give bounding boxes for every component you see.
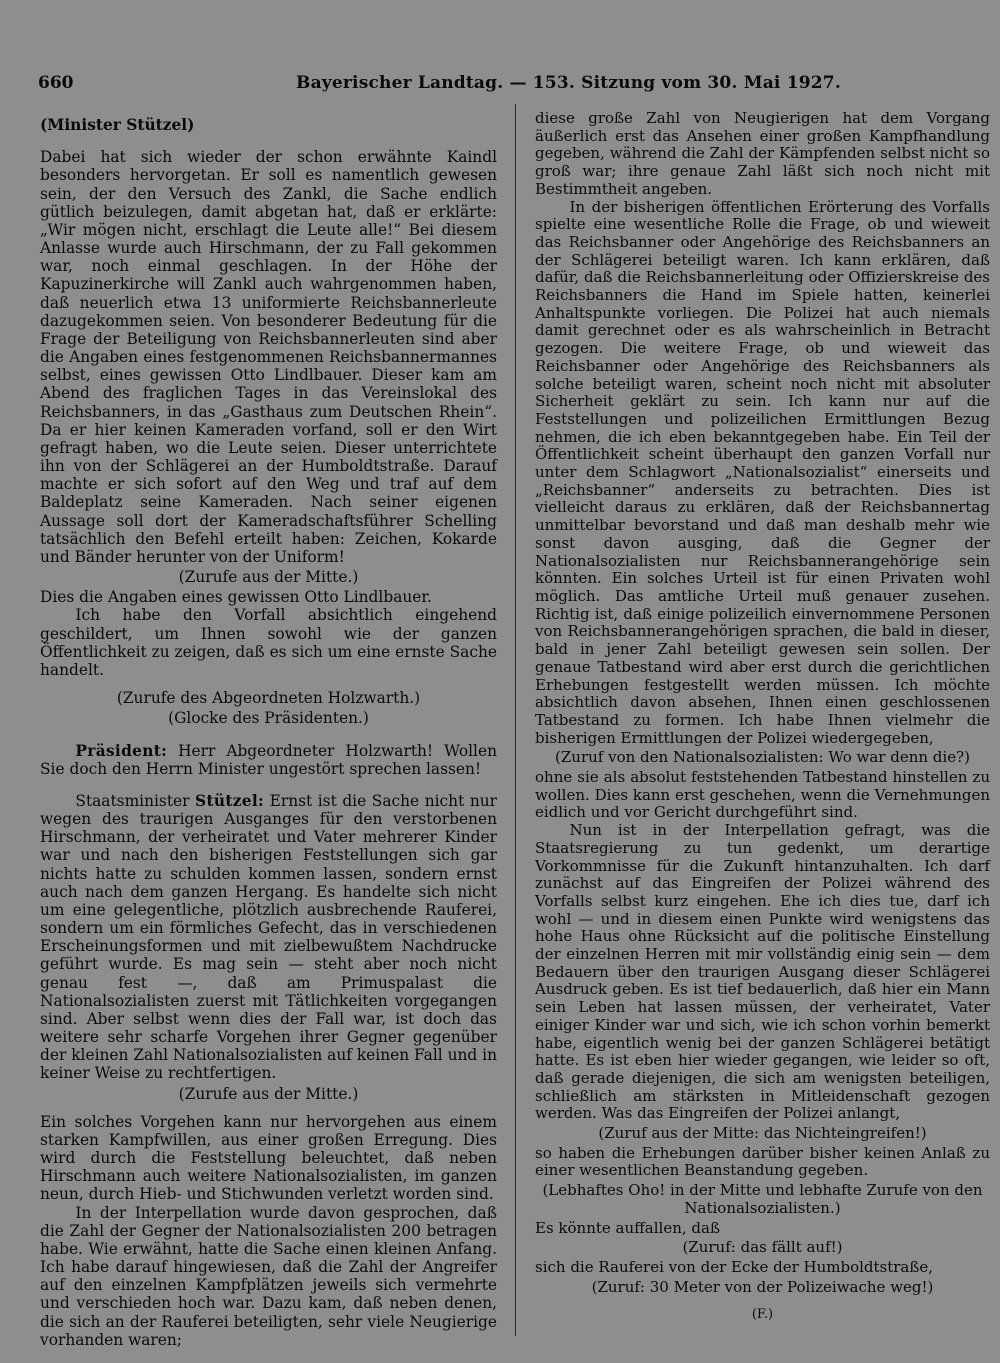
paragraph: Ich habe den Vorfall absichtlich eingehend geschildert, um Ihnen sowohl wie der ganzen Öffentlichkeit zu zeigen, daß es sich um eine ernste Sache handelt. (40, 606, 497, 679)
interjection: (Zuruf: das fällt auf!) (682, 1238, 843, 1257)
paragraph: sich die Rauferei von der Ecke der Humboldtstraße, (535, 1258, 934, 1276)
speaker-paragraph (40, 792, 497, 1083)
paragraph: Nun ist in der Interpellation gefragt, was die Staatsregierung zu tun gedenkt, um derartige Vorkommnisse für die Zukunft hintanzuhalten. Ich darf zunächst auf das Eingreifen der Polizei während des Vorfalls selbst kurz eingehen. Ehe ich dies tue, darf ich wohl — und in diesem einen Punkte wird wenigstens das hohe Haus ohne Rücksicht auf die politische Einstellung der einzelnen Herren mit mir vollständig einig sein — dem Bedauern über den traurigen Ausgang dieser Schlägerei Ausdruck geben. Es ist tief bedauerlich, daß hier ein Mann sein Leben hat lassen müssen, der verheiratet, Vater einiger Kinder war und sich, wie ich schon vorhin bemerkt habe, eigentlich wenig bei der ganzen Schlägerei betätigt hatte. Es ist eben hier wieder gegangen, wie leider so oft, daß gerade diejenigen, die sich am wenigsten beteiligen, schließlich am stärksten in Mitleidenschaft gezogen werden. Was das Eingreifen der Polizei anlangt, (535, 821, 990, 1123)
page-header (38, 70, 998, 96)
speaker-tag: (Minister Stützel) (40, 116, 195, 134)
speaker-text: Herr Abgeordneter Holzwarth! Wollen Sie doch den Herrn Minister ungestört sprechen lassen! (40, 741, 497, 778)
paragraph: Dabei hat sich wieder der schon erwähnte Kaindl besonders hervorgetan. Er soll es namentlich gewesen sein, der den Versuch des Zankl, die Sache endlich gütlich beizulegen, damit abgetan hat, daß er erklärte: „Wir mögen nicht, erschlagt die Leute alle!“ Bei diesem Anlasse wurde auch Hirschmann, der zu Fall gekommen war, noch einmal geschlagen. In der Höhe der Kapuzinerkirche will Zankl auch wahrgenommen haben, daß neuerlich etwa 13 uniformierte Reichsbannerleute dazugekommen seien. Von besonderer Bedeutung für die Frage der Beteiligung von Reichsbannerleuten sind aber die Angaben eines festgenommenen Reichsbannermannes selbst, eines gewissen Otto Lindlbauer. Dieser kam am Abend des fraglichen Tages in das Vereinslokal des Reichsbanners, in das „Gasthaus zum Deutschen Rhein“. Da er hier keinen Kameraden vorfand, soll er den Wirt gefragt haben, wo die Leute seien. Dieser unterrichtete ihn von der Schlägerei an der Humboldtstraße. Darauf machte er sich sofort auf den Weg und traf auf dem Baldeplatz seine Kameraden. Nach seiner eigenen Aussage soll dort der Kameradschaftsführer Schelling tatsächlich den Befehl erteilt haben: Zeichen, Kokarde und Bänder herunter von der Uniform! (40, 148, 497, 566)
interjection: (Zuruf aus der Mitte: das Nichteingreifen!) (598, 1124, 927, 1143)
interjection: (Zurufe aus der Mitte.) (178, 1084, 359, 1103)
interjection: (Lebhaftes Oho! in der Mitte und lebhafte Zurufe von den Nationalsozialisten.) (542, 1181, 983, 1217)
speaker-name: Stützel: (195, 791, 265, 810)
paragraph: In der bisherigen öffentlichen Erörterung des Vorfalls spielte eine wesentliche Rolle die Frage, ob und wieweit das Reichsbanner oder Angehörige des Reichsbanners an der Schlägerei beteiligt waren. Ich kann erklären, daß dafür, daß die Reichsbannerleitung oder Offizierskreise des Reichsbanners die Hand im Spiele hatten, keinerlei Anhaltspunkte vorliegen. Die Polizei hat auch niemals damit gerechnet oder es als wahrscheinlich in Betracht gezogen. Die weitere Frage, ob und wieweit das Reichsbanner oder Angehörige des Reichsbanners als solche beteiligt waren, scheint noch nicht mit absoluter Sicherheit geklärt zu sein. Ich kann nur auf die Feststellungen und polizeilichen Ermittlungen Bezug nehmen, die ich eben bekanntgegeben habe. Ein Teil der Öffentlichkeit scheint überhaupt den ganzen Vorfall nur unter dem Schlagwort „Nationalsozialist“ einerseits und „Reichsbanner“ anderseits zu betrachten. Dies ist vielleicht daraus zu erklären, daß der Reichsbannertag unmittelbar bevorstand und daß man deshalb mehr wie sonst davon ausging, daß die Gegner der Nationalsozialisten nur Reichsbannerangehörige sein könnten. Ein solches Urteil ist für einen Privaten wohl möglich. Das amtliche Urteil muß genauer zusehen. Richtig ist, daß einige polizeilich einvernommene Personen von Reichsbannerangehörigen sprachen, die bald in dieser, bald in jener Zahl beteiligt gewesen sein sollen. Der genaue Tatbestand wird aber erst durch die gerichtlichen Erhebungen festgestellt werden müssen. Ich möchte absichtlich davon absehen, Ihnen einen geschlossenen Tatbestand zu formen. Ich habe Ihnen vielmehr die bisherigen Ermittlungen der Polizei wiedergegeben, (535, 197, 990, 747)
paragraph: Es könnte auffallen, daß (535, 1218, 720, 1237)
left-column (40, 110, 497, 1349)
speaker-title: Staatsminister (75, 791, 190, 810)
speaker-paragraph (40, 742, 497, 778)
interjection: (Zurufe aus der Mitte.) (178, 568, 359, 587)
paragraph: Dies die Angaben eines gewissen Otto Lindlbauer. (40, 588, 432, 607)
interjection: (Zuruf von den Nationalsozialisten: Wo war denn die?) (555, 748, 970, 767)
column-divider (515, 104, 516, 1336)
paragraph: so haben die Erhebungen darüber bisher keinen Anlaß zu einer wesentlichen Beanstandung gegeben. (535, 1143, 990, 1180)
page-number: 660 (38, 73, 74, 93)
interjection: (Zuruf: 30 Meter von der Polizeiwache weg!) (591, 1277, 934, 1296)
paragraph: In der Interpellation wurde davon gesprochen, daß die Zahl der Gegner der Nationalsozialisten 200 betragen habe. Wie erwähnt, hatte die Sache einen kleinen Anfang. Ich habe darauf hingewiesen, daß die Zahl der Angreifer auf den einzelnen Kampfplätzen jeweils sich vermehrte und verschieden hoch war. Dazu kam, daß neben denen, die sich an der Rauferei beteiligten, sehr viele Neugierige vorhanden waren; (40, 1203, 497, 1349)
paragraph: ohne sie als absolut feststehenden Tatbestand hinstellen zu wollen. Dies kann erst geschehen, wenn die Vernehmungen eidlich und vor Gericht durchgeführt sind. (535, 768, 990, 822)
paragraph: Ein solches Vorgehen kann nur hervorgehen aus einem starken Kampfwillen, aus einer großen Erregung. Dies wird durch die Feststellung beleuchtet, daß neben Hirschmann auch weitere Nationalsozialisten, im ganzen neun, durch Hieb- und Stichwunden verletzt worden sind. (40, 1112, 497, 1204)
speaker-name: Präsident: (75, 741, 168, 760)
interjection: (Zurufe des Abgeordneten Holzwarth.) (116, 689, 421, 708)
interjection: (Glocke des Präsidenten.) (168, 709, 369, 728)
paragraph: diese große Zahl von Neugierigen hat dem Vorgang äußerlich erst das Ansehen einer großen Kampfhandlung gegeben, während die Zahl der Kämpfenden selbst nicht so groß war; ihre genaue Zahl läßt sich noch nicht mit Bestimmtheit angeben. (535, 109, 990, 198)
speaker-text: Ernst ist die Sache nicht nur wegen des traurigen Ausganges für den verstorbenen Hirschmann, der verheiratet und Vater mehrerer Kinder war und nach den bisherigen Feststellungen sich gar nichts hatte zu schulden kommen lassen, sondern ernst auch nach dem ganzen Hergang. Es handelte sich nicht um eine gelegentliche, plötzlich ausbrechende Rauferei, sondern um ein förmliches Gefecht, das in verschiedenen Erscheinungsformen und mit zielbewußtem Nachdrucke geführt wurde. Es mag sein — steht aber noch nicht genau fest —, daß am Primuspalast die Nationalsozialisten zuerst mit Tätlichkeiten vorgegangen sind. Aber selbst wenn dies der Fall war, ist doch das weitere sehr scharfe Vorgehen ihrer Gegner gegenüber der kleinen Zahl Nationalsozialisten auf keinen Fall und in keiner Weise zu rechtfertigen. (40, 791, 497, 1083)
right-column (535, 110, 990, 1324)
footer-mark: (F.) (751, 1307, 774, 1323)
running-head: Bayerischer Landtag. — 153. Sitzung vom 30. Mai 1927. (296, 73, 841, 93)
